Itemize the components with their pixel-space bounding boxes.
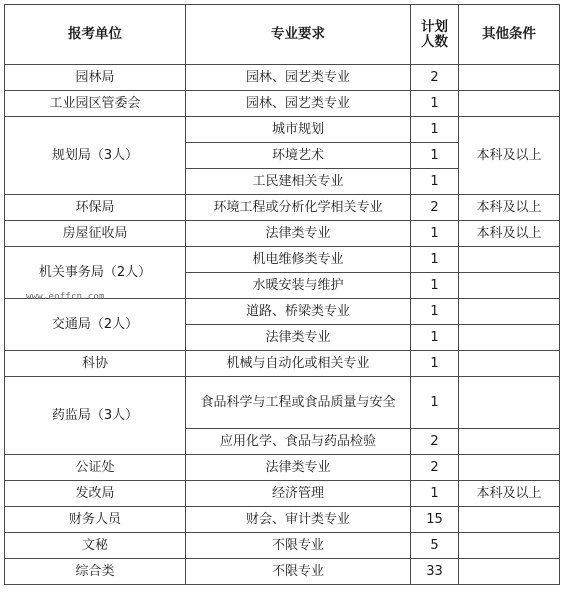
count-cell: 1 xyxy=(411,273,459,299)
other-cell xyxy=(459,247,560,273)
table-row xyxy=(5,377,560,429)
table-row xyxy=(5,221,560,247)
other-cell xyxy=(459,351,560,377)
major-cell: 应用化学、食品与药品检验 xyxy=(186,429,411,455)
table-row xyxy=(5,65,560,91)
major-cell: 食品科学与工程或食品质量与安全 xyxy=(186,377,411,429)
other-cell xyxy=(459,429,560,455)
table-row xyxy=(5,481,560,507)
unit-cell: 交通局（2人） xyxy=(5,299,186,351)
count-cell: 33 xyxy=(411,559,459,585)
other-cell xyxy=(459,325,560,351)
table-row xyxy=(5,455,560,481)
major-cell: 道路、桥梁类专业 xyxy=(186,299,411,325)
table-row xyxy=(5,117,560,143)
count-cell: 1 xyxy=(411,299,459,325)
unit-cell: 规划局（3人） xyxy=(5,117,186,195)
count-cell: 1 xyxy=(411,169,459,195)
unit-cell: 综合类 xyxy=(5,559,186,585)
count-cell: 1 xyxy=(411,221,459,247)
count-cell: 1 xyxy=(411,247,459,273)
unit-cell: 发改局 xyxy=(5,481,186,507)
header-major: 专业要求 xyxy=(186,5,411,65)
header-row xyxy=(5,5,560,65)
other-cell: 本科及以上 xyxy=(459,481,560,507)
table-row xyxy=(5,559,560,585)
other-cell xyxy=(459,377,560,429)
count-cell: 2 xyxy=(411,195,459,221)
count-cell: 5 xyxy=(411,533,459,559)
header-plan-count-text: 计划人数 xyxy=(421,18,448,50)
other-cell xyxy=(459,507,560,533)
other-cell: 本科及以上 xyxy=(459,117,560,195)
table-row xyxy=(5,91,560,117)
major-cell: 法律类专业 xyxy=(186,325,411,351)
major-cell: 环境艺术 xyxy=(186,143,411,169)
major-cell: 城市规划 xyxy=(186,117,411,143)
count-cell: 1 xyxy=(411,481,459,507)
table-row xyxy=(5,195,560,221)
major-cell: 不限专业 xyxy=(186,559,411,585)
unit-cell: 财务人员 xyxy=(5,507,186,533)
other-cell xyxy=(459,559,560,585)
table-row xyxy=(5,533,560,559)
count-cell: 15 xyxy=(411,507,459,533)
major-cell: 法律类专业 xyxy=(186,455,411,481)
other-cell: 本科及以上 xyxy=(459,221,560,247)
count-cell: 1 xyxy=(411,91,459,117)
major-cell: 环境工程或分析化学相关专业 xyxy=(186,195,411,221)
watermark-text: www.eoffcn.com xyxy=(26,292,105,302)
other-cell xyxy=(459,455,560,481)
table-row xyxy=(5,351,560,377)
unit-cell: 环保局 xyxy=(5,195,186,221)
other-cell xyxy=(459,299,560,325)
major-cell: 经济管理 xyxy=(186,481,411,507)
count-cell: 1 xyxy=(411,143,459,169)
other-cell xyxy=(459,91,560,117)
major-cell: 园林、园艺类专业 xyxy=(186,65,411,91)
major-cell: 机电维修类专业 xyxy=(186,247,411,273)
major-cell: 机械与自动化或相关专业 xyxy=(186,351,411,377)
unit-cell: 科协 xyxy=(5,351,186,377)
count-cell: 1 xyxy=(411,377,459,429)
unit-cell: 文秘 xyxy=(5,533,186,559)
count-cell: 2 xyxy=(411,429,459,455)
major-cell: 法律类专业 xyxy=(186,221,411,247)
count-cell: 2 xyxy=(411,455,459,481)
header-plan-count xyxy=(411,5,459,65)
unit-cell: 工业园区管委会 xyxy=(5,91,186,117)
table-row xyxy=(5,507,560,533)
major-cell: 不限专业 xyxy=(186,533,411,559)
other-cell xyxy=(459,65,560,91)
unit-cell: 公证处 xyxy=(5,455,186,481)
table-row xyxy=(5,247,560,273)
header-other: 其他条件 xyxy=(459,5,560,65)
other-cell xyxy=(459,273,560,299)
major-cell: 园林、园艺类专业 xyxy=(186,91,411,117)
count-cell: 1 xyxy=(411,325,459,351)
table-row xyxy=(5,299,560,325)
other-cell: 本科及以上 xyxy=(459,195,560,221)
major-cell: 财会、审计类专业 xyxy=(186,507,411,533)
count-cell: 2 xyxy=(411,65,459,91)
unit-cell: 房屋征收局 xyxy=(5,221,186,247)
other-cell xyxy=(459,533,560,559)
unit-cell: 机关事务局（2人） xyxy=(5,247,186,299)
header-unit: 报考单位 xyxy=(5,5,186,65)
unit-cell: 园林局 xyxy=(5,65,186,91)
count-cell: 1 xyxy=(411,117,459,143)
major-cell: 工民建相关专业 xyxy=(186,169,411,195)
unit-cell: 药监局（3人） xyxy=(5,377,186,455)
major-cell: 水暖安装与维护 xyxy=(186,273,411,299)
count-cell: 1 xyxy=(411,351,459,377)
